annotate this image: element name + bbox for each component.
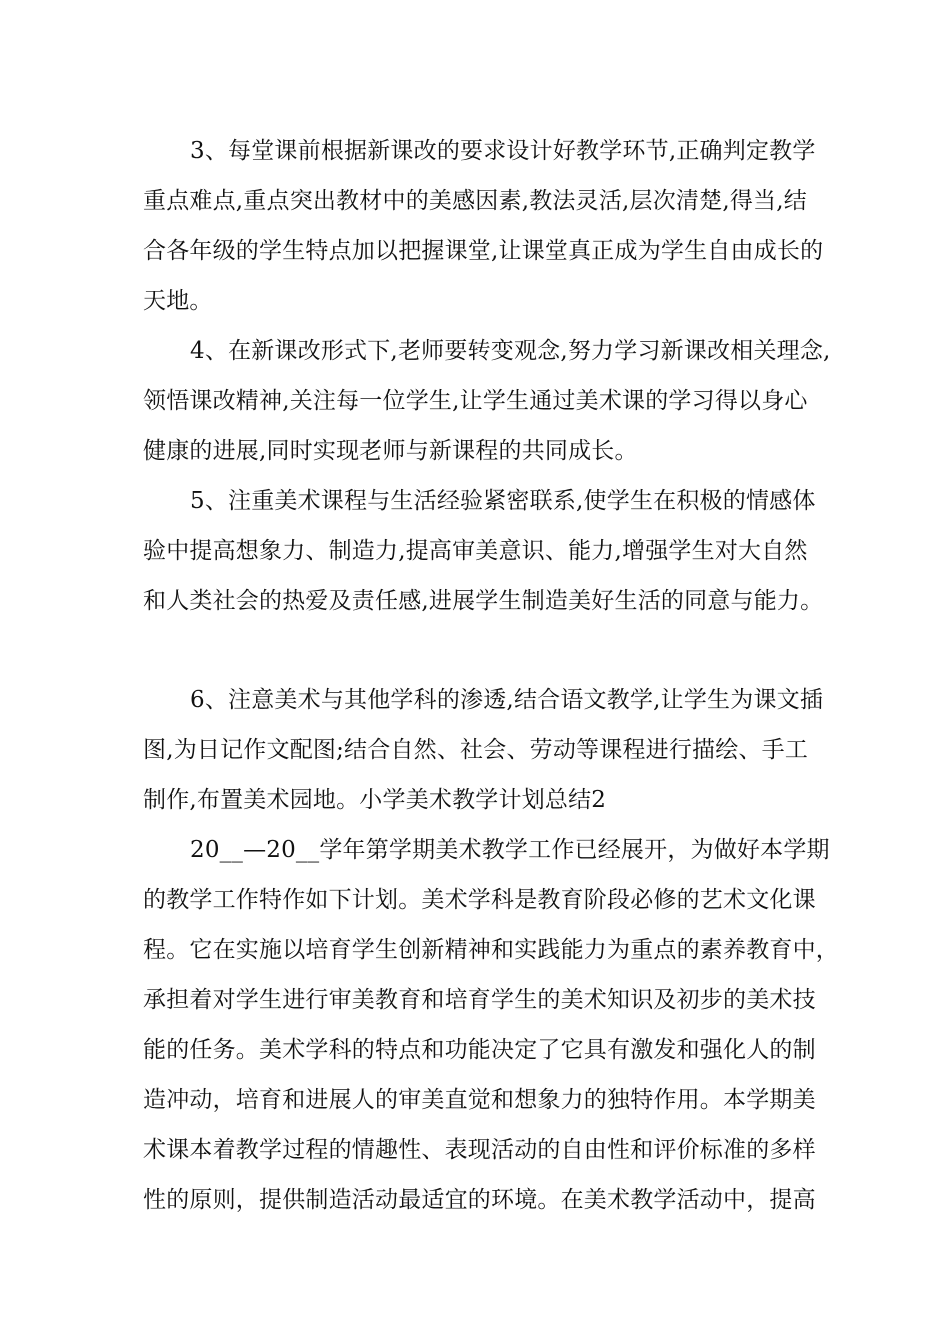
paragraph-4-line-3: 健康的进展,同时实现老师与新课程的共同成长。 [143,438,638,464]
paragraph-7-line-1: 20__—20__学年第学期美术教学工作已经展开，为做好本学期 [190,837,830,863]
paragraph-6-line-3: 制作,布置美术园地。小学美术教学计划总结2 [143,787,607,813]
paragraph-3-line-3: 合各年级的学生特点加以把握课堂,让课堂真正成为学生自由成长的 [143,238,824,264]
paragraph-7-line-3: 程。它在实施以培育学生创新精神和实践能力为重点的素养教育中， [143,937,839,963]
paragraph-7-line-7: 术课本着教学过程的情趣性、表现活动的自由性和评价标准的多样 [143,1137,816,1163]
paragraph-7-line-2: 的教学工作特作如下计划。美术学科是教育阶段必修的艺术文化课 [143,887,816,913]
paragraph-7-line-4: 承担着对学生进行审美教育和培育学生的美术知识及初步的美术技 [143,987,816,1013]
paragraph-5-line-1: 5、注重美术课程与生活经验紧密联系,使学生在积极的情感体 [190,488,816,514]
paragraph-3-line-4: 天地。 [143,288,213,314]
paragraph-6-line-2: 图,为日记作文配图;结合自然、社会、劳动等课程进行描绘、手工 [143,737,809,763]
paragraph-3-line-1: 3、每堂课前根据新课改的要求设计好教学环节,正确判定教学 [190,138,816,164]
paragraph-5-line-3: 和人类社会的热爱及责任感,进展学生制造美好生活的同意与能力。 [143,588,824,614]
paragraph-3-line-2: 重点难点,重点突出教材中的美感因素,教法灵活,层次清楚,得当,结 [143,188,807,214]
paragraph-6-line-1: 6、注意美术与其他学科的渗透,结合语文教学,让学生为课文插 [190,687,824,713]
paragraph-7-line-8: 性的原则，提供制造活动最适宜的环境。在美术教学活动中，提高 [143,1187,816,1213]
paragraph-5-line-2: 验中提高想象力、制造力,提高审美意识、能力,增强学生对大自然 [143,538,808,564]
paragraph-4-line-2: 领悟课改精神,关注每一位学生,让学生通过美术课的学习得以身心 [143,388,808,414]
paragraph-7-line-5: 能的任务。美术学科的特点和功能决定了它具有激发和强化人的制 [143,1037,816,1063]
paragraph-4-line-1: 4、在新课改形式下,老师要转变观念,努力学习新课改相关理念, [190,338,831,364]
paragraph-7-line-6: 造冲动，培育和进展人的审美直觉和想象力的独特作用。本学期美 [143,1087,816,1113]
